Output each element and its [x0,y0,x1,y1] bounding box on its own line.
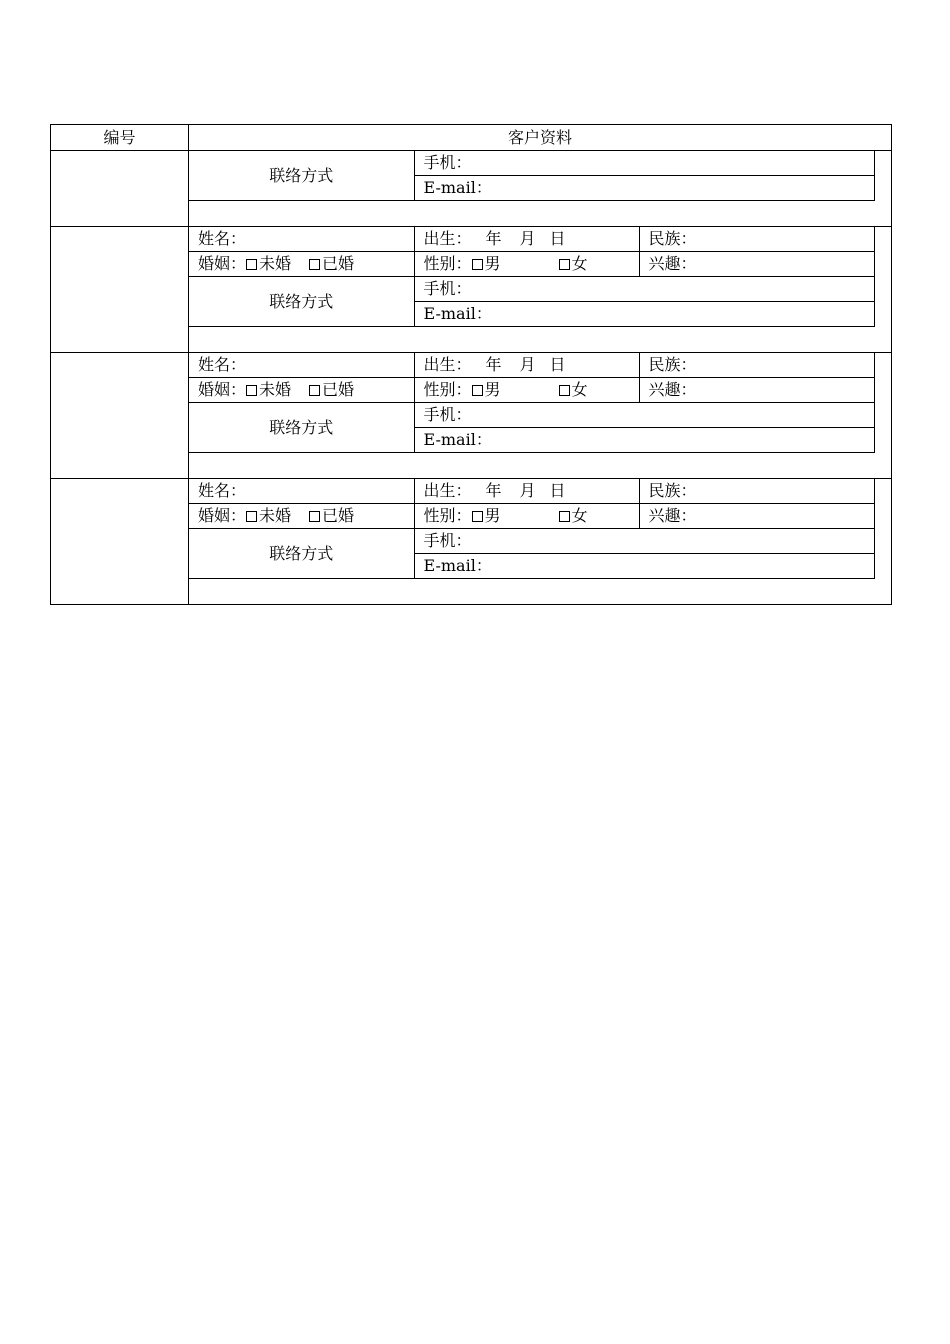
name-label: 姓名： [198,355,247,374]
female-checkbox[interactable] [559,385,570,396]
mobile-field[interactable] [414,529,874,554]
day-label: 日 [549,481,566,500]
customer-table [50,124,892,605]
male-checkbox[interactable] [472,385,483,396]
contact-label: 联络方式 [189,403,414,453]
name-label: 姓名： [198,229,247,248]
record-spacer [189,579,891,604]
gender-label: 性别： [423,254,472,273]
marriage-label: 婚姻： [198,506,247,525]
unmarried-label: 未婚 [259,380,292,399]
record-number-cell[interactable] [51,227,189,353]
marriage-field [189,378,414,403]
female-checkbox[interactable] [559,259,570,270]
record-number-cell[interactable] [51,479,189,605]
unmarried-checkbox[interactable] [246,259,257,270]
email-field[interactable] [414,554,874,579]
ethnicity-field[interactable] [639,227,874,252]
details-table [189,479,875,579]
unmarried-label: 未婚 [259,254,292,273]
birth-label: 出生： [423,229,472,248]
gender-label: 性别： [423,506,472,525]
mobile-label: 手机： [423,279,472,298]
mobile-label: 手机： [423,531,472,550]
year-label: 年 [485,355,502,374]
contact-label: 联络方式 [189,529,414,579]
name-label: 姓名： [198,481,247,500]
married-label: 已婚 [322,506,355,525]
email-label: E-mail： [423,178,492,197]
customer-record-3 [51,353,892,479]
email-field[interactable] [414,176,874,201]
ethnicity-label: 民族： [648,229,697,248]
details-table [189,227,875,327]
marriage-label: 婚姻： [198,380,247,399]
gender-label: 性别： [423,380,472,399]
married-checkbox[interactable] [309,259,320,270]
ethnicity-field[interactable] [639,479,874,504]
record-detail-cell [189,151,892,227]
record-detail-cell [189,227,892,353]
contact-table [189,151,875,201]
married-checkbox[interactable] [309,511,320,522]
marriage-field [189,504,414,529]
ethnicity-field[interactable] [639,353,874,378]
female-label: 女 [571,254,588,273]
year-label: 年 [485,481,502,500]
mobile-field[interactable] [414,151,874,176]
header-customer-info: 客户资料 [189,125,892,151]
unmarried-checkbox[interactable] [246,385,257,396]
customer-record-1 [51,151,892,227]
day-label: 日 [549,355,566,374]
hobby-field[interactable] [639,252,874,277]
header-number: 编号 [51,125,189,151]
customer-record-2 [51,227,892,353]
marriage-label: 婚姻： [198,254,247,273]
email-field[interactable] [414,302,874,327]
name-field[interactable] [189,479,414,504]
email-label: E-mail： [423,304,492,323]
gender-field [414,504,639,529]
month-label: 月 [519,229,536,248]
male-label: 男 [484,506,501,525]
unmarried-checkbox[interactable] [246,511,257,522]
female-label: 女 [571,506,588,525]
record-spacer [189,453,891,478]
marriage-field [189,252,414,277]
customer-record-4 [51,479,892,605]
hobby-field[interactable] [639,378,874,403]
mobile-label: 手机： [423,405,472,424]
record-number-cell[interactable] [51,353,189,479]
birth-field[interactable] [414,227,639,252]
married-checkbox[interactable] [309,385,320,396]
birth-label: 出生： [423,355,472,374]
hobby-field[interactable] [639,504,874,529]
name-field[interactable] [189,227,414,252]
hobby-label: 兴趣： [648,254,697,273]
male-checkbox[interactable] [472,511,483,522]
birth-label: 出生： [423,481,472,500]
female-checkbox[interactable] [559,511,570,522]
male-label: 男 [484,254,501,273]
record-spacer [189,201,891,226]
gender-field [414,252,639,277]
name-field[interactable] [189,353,414,378]
email-label: E-mail： [423,430,492,449]
contact-label: 联络方式 [189,151,414,201]
record-spacer [189,327,891,352]
customer-form [50,124,891,605]
male-checkbox[interactable] [472,259,483,270]
details-table [189,353,875,453]
gender-field [414,378,639,403]
ethnicity-label: 民族： [648,355,697,374]
record-number-cell[interactable] [51,151,189,227]
email-label: E-mail： [423,556,492,575]
day-label: 日 [549,229,566,248]
hobby-label: 兴趣： [648,380,697,399]
record-detail-cell [189,479,892,605]
month-label: 月 [519,481,536,500]
mobile-field[interactable] [414,277,874,302]
month-label: 月 [519,355,536,374]
unmarried-label: 未婚 [259,506,292,525]
contact-label: 联络方式 [189,277,414,327]
year-label: 年 [485,229,502,248]
male-label: 男 [484,380,501,399]
record-detail-cell [189,353,892,479]
married-label: 已婚 [322,254,355,273]
email-field[interactable] [414,428,874,453]
female-label: 女 [571,380,588,399]
married-label: 已婚 [322,380,355,399]
mobile-label: 手机： [423,153,472,172]
birth-field[interactable] [414,353,639,378]
header-row [51,125,892,151]
ethnicity-label: 民族： [648,481,697,500]
birth-field[interactable] [414,479,639,504]
mobile-field[interactable] [414,403,874,428]
hobby-label: 兴趣： [648,506,697,525]
